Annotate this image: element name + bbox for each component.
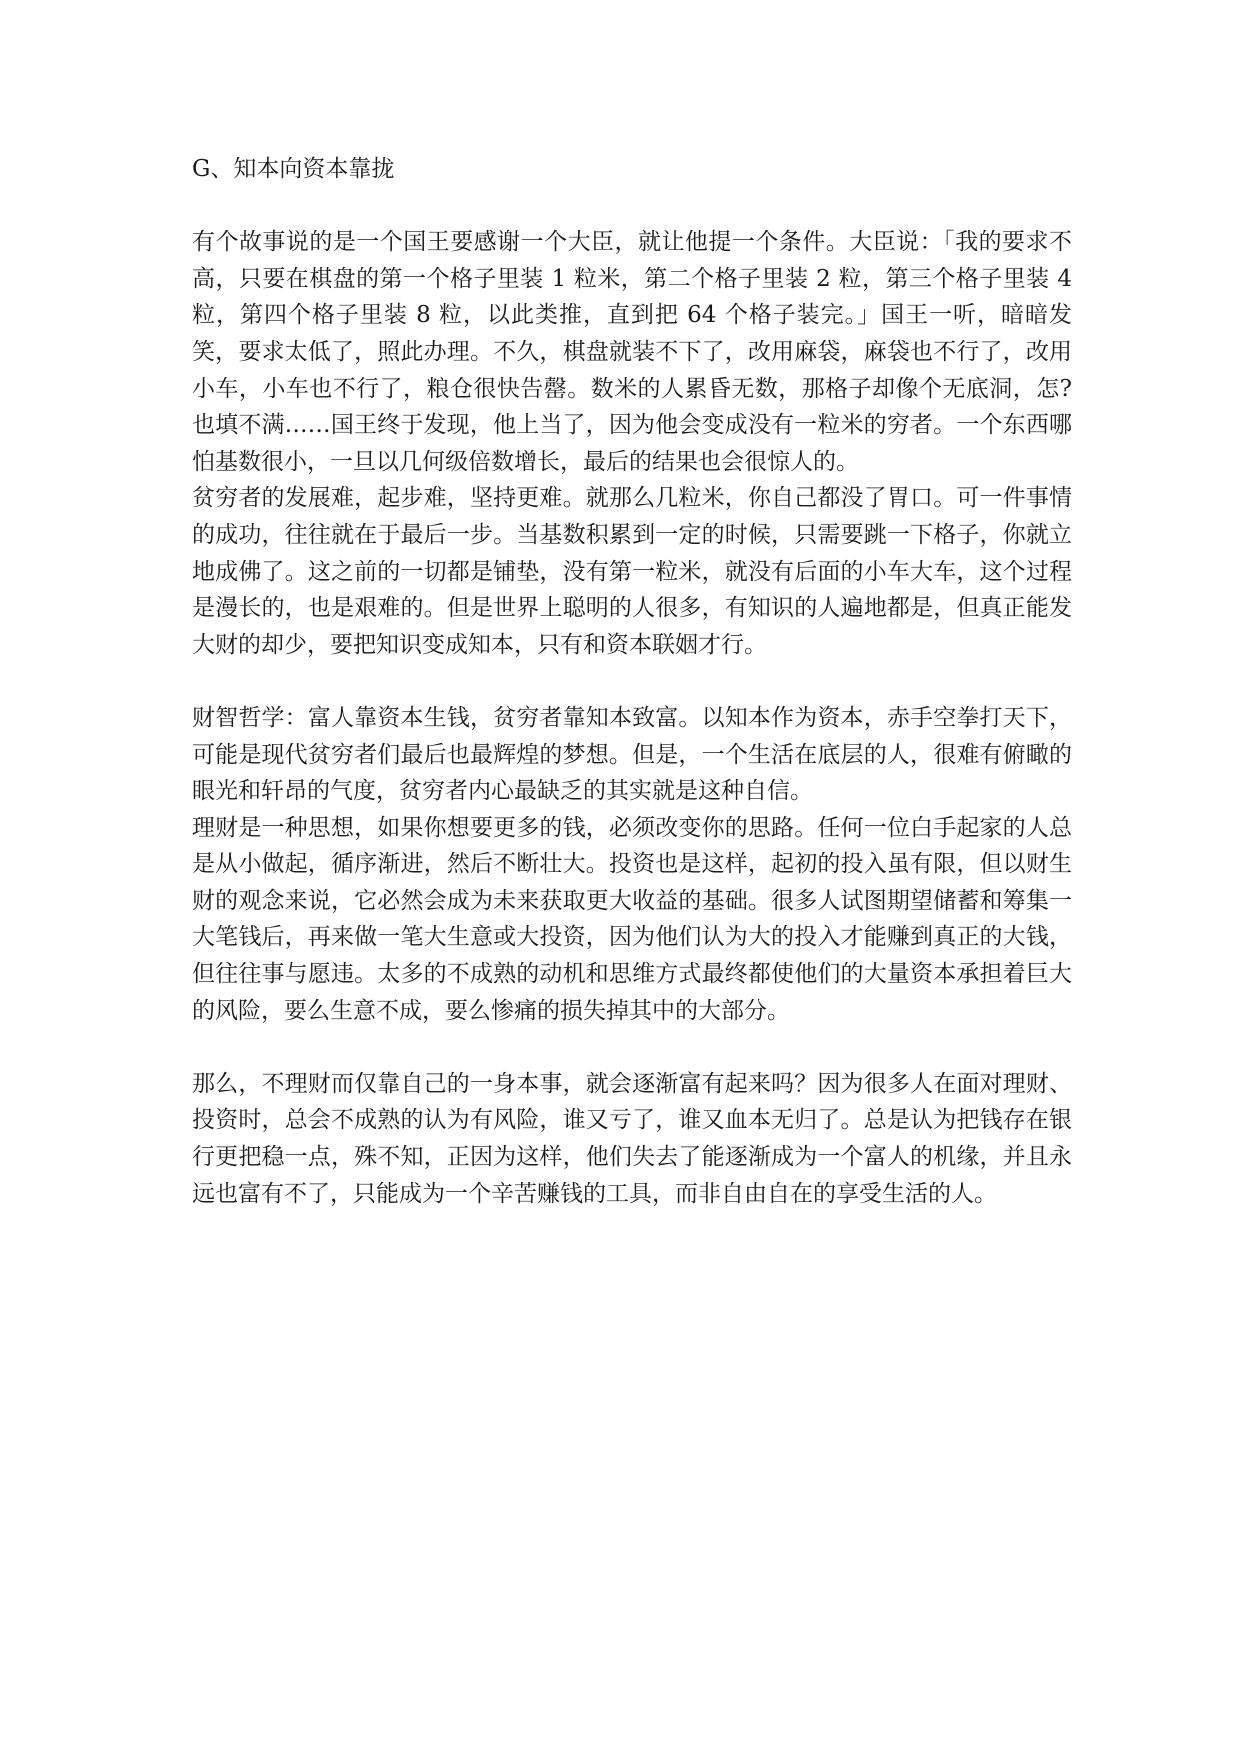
paragraph-wealth-philosophy: 财智哲学：富人靠资本生钱，贫穷者靠知本致富。以知本作为资本，赤手空拳打天下，可能是现代贫穷者们最后也最辉煌的梦想。但是，一个生活在底层的人，很难有俯瞰的眼光和轩昂的气度，贫穷者内心最缺乏的其实就是这种自信。 <box>192 704 1072 805</box>
paragraph-poor-development: 贫穷者的发展难，起步难，坚持更难。就那么几粒米，你自己都没了胃口。可一件事情的成功，往往就在于最后一步。当基数积累到一定的时候，只需要跳一下格子，你就立地成佛了。这之前的一切都是铺垫，没有第一粒米，就没有后面的小车大车，这个过程是漫长的，也是艰难的。但是世界上聪明的人很多，有知识的人遍地都是，但真正能发大财的却少，要把知识变成知本，只有和资本联姻才行。 <box>192 485 1072 658</box>
blank-line <box>192 1029 1072 1066</box>
blank-line <box>192 188 1072 225</box>
blank-line <box>192 663 1072 700</box>
paragraph-financial-thinking: 理财是一种思想，如果你想要更多的钱，必须改变你的思路。任何一位白手起家的人总是从小做起，循序渐进，然后不断壮大。投资也是这样，起初的投入虽有限，但以财生财的观念来说，它必然会成为未来获取更大收益的基础。很多人试图期望储蓄和筹集一大笔钱后，再来做一笔大生意或大投资，因为他们认为大的投入才能赚到真正的大钱，但往往事与愿违。太多的不成熟的动机和思维方式最终都使他们的大量资本承担着巨大的风险，要么生意不成，要么惨痛的损失掉其中的大部分。 <box>192 814 1072 1024</box>
paragraph-chessboard-story: 有个故事说的是一个国王要感谢一个大臣，就让他提一个条件。大臣说：「我的要求不高，只要在棋盘的第一个格子里装 1 粒米，第二个格子里装 2 粒，第三个格子里装 4 粒，第四个格子里装 8 粒，以此类推，直到把 64 个格子装完。」国王一听，暗暗发笑，要求太低了，照此办理。不久，棋盘就装不下了，改用麻袋，麻袋也不行了，改用小车，小车也不行了，粮仓很快告罄。数米的人累昏无数，那格子却像个无底洞，怎?也填不满……国王终于发现，他上当了，因为他会变成没有一粒米的穷者。一个东西哪怕基数很小，一旦以几何级倍数增长，最后的结果也会很惊人的。 <box>192 229 1072 475</box>
section-heading: G、知本向资本靠拢 <box>192 156 395 182</box>
document-body <box>192 151 1072 1212</box>
paragraph-conclusion: 那么，不理财而仅靠自己的一身本事，就会逐渐富有起来吗？因为很多人在面对理财、投资时，总会不成熟的认为有风险，谁又亏了，谁又血本无归了。总是认为把钱存在银行更把稳一点，殊不知，正因为这样，他们失去了能逐渐成为一个富人的机缘，并且永远也富有不了，只能成为一个辛苦赚钱的工具，而非自由自在的享受生活的人。 <box>192 1070 1072 1207</box>
